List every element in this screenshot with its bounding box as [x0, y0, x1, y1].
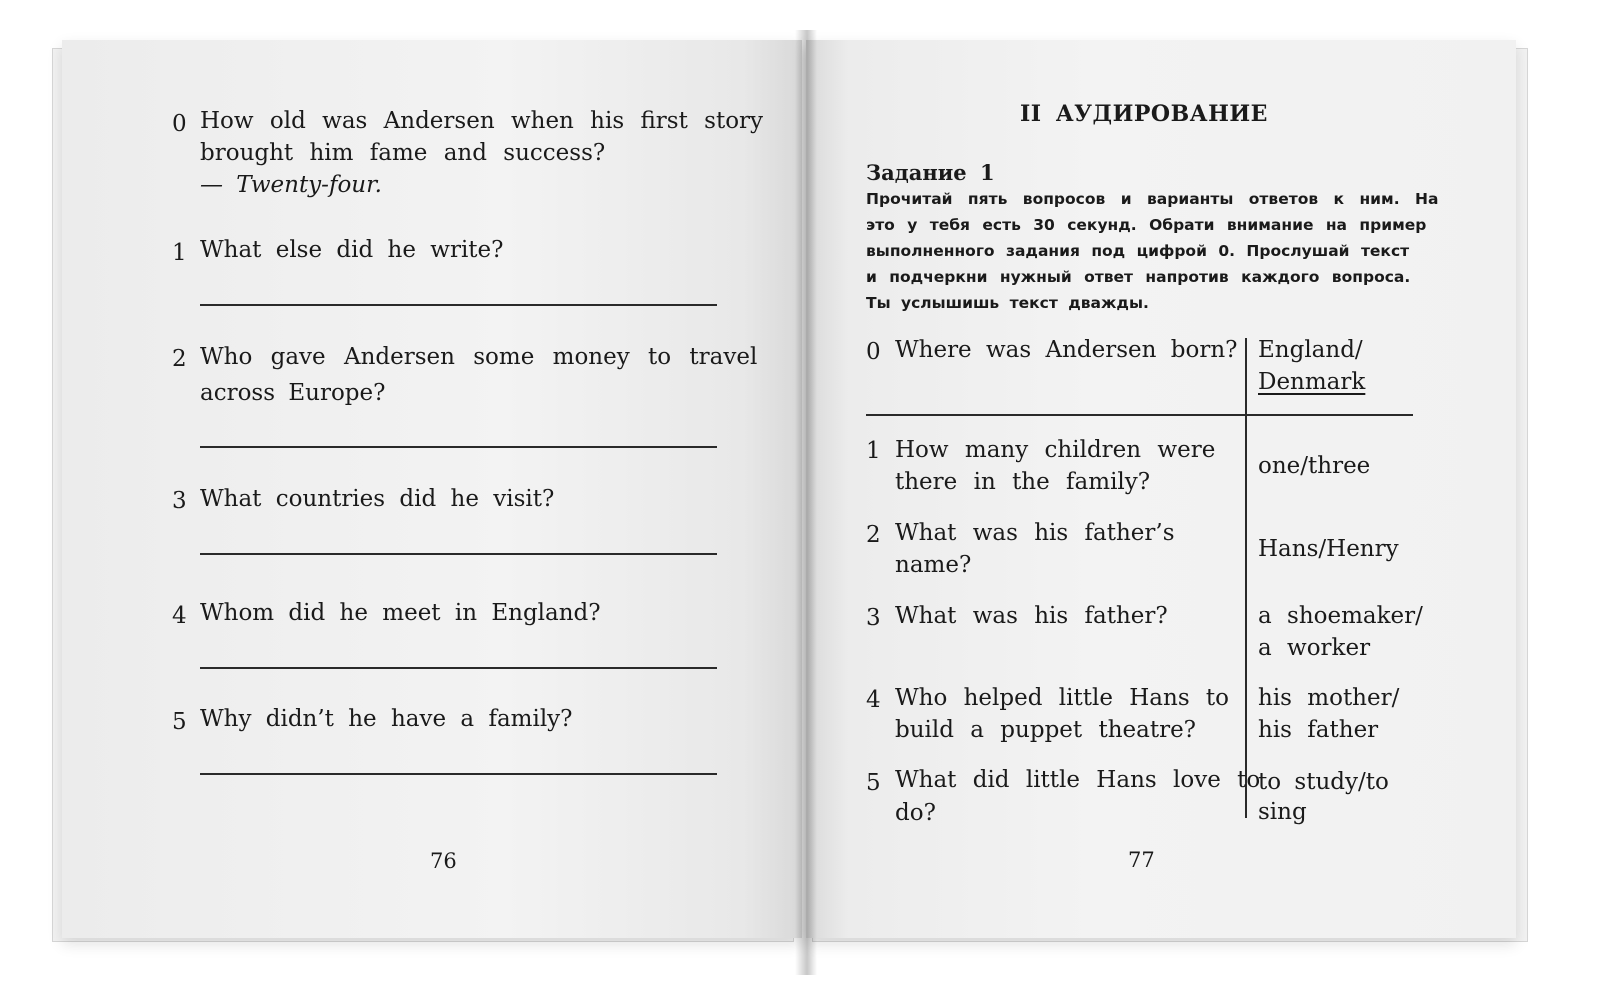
answer-line	[200, 667, 717, 669]
page-number-left: 76	[430, 849, 457, 873]
table-header-rule	[866, 414, 1413, 416]
row-options-line1: Hans/Henry	[1258, 536, 1399, 562]
instruction-line: и подчеркни нужный ответ напротив каждого вопроса.	[866, 268, 1411, 286]
example-number: 0	[866, 339, 881, 365]
answer-line	[200, 304, 717, 306]
question-text-line2: across Europe?	[200, 380, 386, 406]
row-question-line2: name?	[895, 552, 972, 578]
row-number: 2	[866, 522, 881, 548]
section-title: II АУДИРОВАНИЕ	[1020, 101, 1268, 127]
example-question-line2: brought him fame and success?	[200, 140, 606, 166]
example-question: Where was Andersen born?	[895, 337, 1238, 363]
instruction-line: Прочитай пять вопросов и варианты ответов к ним. На	[866, 190, 1439, 208]
table-vertical-rule	[1245, 338, 1247, 818]
task-title: Задание 1	[866, 160, 995, 185]
row-number: 5	[866, 770, 881, 796]
row-options-line2: sing	[1258, 799, 1307, 825]
example-option-a: England/	[1258, 337, 1363, 363]
instruction-line: это у тебя есть 30 секунд. Обрати внимание на пример	[866, 216, 1427, 234]
question-text: What countries did he visit?	[200, 486, 555, 512]
row-question-line1: How many children were	[895, 437, 1216, 463]
row-question-line1: Who helped little Hans to	[895, 685, 1230, 711]
row-options-line2: a worker	[1258, 635, 1371, 661]
example-question-line1: How old was Andersen when his first story	[200, 108, 764, 134]
row-question-line1: What did little Hans love to	[895, 767, 1261, 793]
row-question-line1: What was his father’s	[895, 520, 1175, 546]
book-spine-shadow	[795, 30, 817, 975]
row-options-line1: to study/to	[1258, 769, 1389, 795]
question-number: 2	[172, 346, 187, 372]
question-number: 4	[172, 603, 187, 629]
row-number: 4	[866, 687, 881, 713]
row-question-line1: What was his father?	[895, 603, 1168, 629]
question-number: 1	[172, 240, 187, 266]
row-options-line1: one/three	[1258, 453, 1371, 479]
example-number: 0	[172, 111, 187, 137]
example-answer: — Twenty-four.	[200, 172, 382, 198]
row-options-line1: a shoemaker/	[1258, 603, 1423, 629]
instruction-line: Ты услышишь текст дважды.	[866, 294, 1149, 312]
question-number: 5	[172, 709, 187, 735]
page-number-right: 77	[1128, 848, 1155, 872]
answer-line	[200, 773, 717, 775]
question-number: 3	[172, 488, 187, 514]
row-question-line2: build a puppet theatre?	[895, 717, 1197, 743]
answer-line	[200, 446, 717, 448]
question-text: Why didn’t he have a family?	[200, 706, 573, 732]
row-number: 1	[866, 438, 881, 464]
row-question-line2: do?	[895, 800, 936, 826]
question-text: Whom did he meet in England?	[200, 600, 601, 626]
row-options-line1: his mother/	[1258, 685, 1400, 711]
row-options-line2: his father	[1258, 717, 1379, 743]
instruction-line: выполненного задания под цифрой 0. Прослушай текст	[866, 242, 1410, 260]
question-text: What else did he write?	[200, 237, 504, 263]
row-number: 3	[866, 605, 881, 631]
question-text: Who gave Andersen some money to travel	[200, 344, 758, 370]
row-question-line2: there in the family?	[895, 469, 1151, 495]
example-option-b-underlined: Denmark	[1258, 369, 1366, 395]
answer-line	[200, 553, 717, 555]
